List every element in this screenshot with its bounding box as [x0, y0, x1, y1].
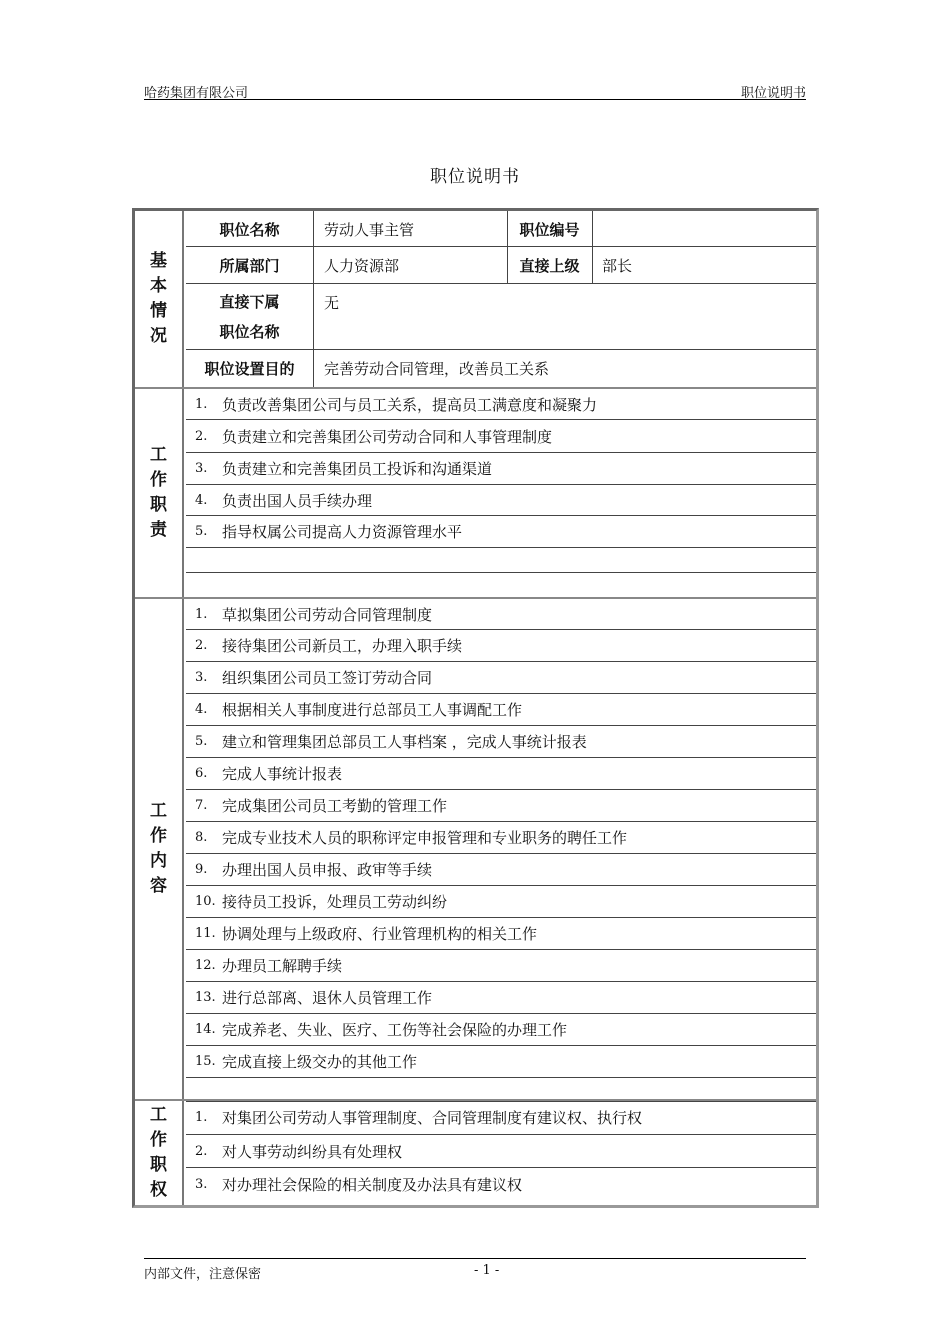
list-item — [186, 516, 816, 548]
item-number: 3. — [195, 1176, 208, 1192]
item-number: 7. — [195, 798, 208, 813]
list-item — [186, 662, 816, 694]
item-number: 3. — [195, 670, 208, 685]
list-item — [186, 726, 816, 758]
list-item — [186, 694, 816, 726]
header-company: 哈药集团有限公司 — [144, 86, 249, 101]
item-text: 完成直接上级交办的其他工作 — [222, 1053, 418, 1071]
item-text: 负责建立和完善集团员工投诉和沟通渠道 — [222, 460, 493, 478]
list-item — [186, 790, 816, 822]
list-item — [186, 1014, 816, 1046]
list-item — [186, 854, 816, 886]
item-number: 15. — [195, 1054, 216, 1069]
content-list — [186, 599, 816, 1099]
item-number: 14. — [195, 1022, 216, 1037]
footer-note: 内部文件，注意保密 — [144, 1267, 262, 1282]
item-text: 进行总部离、退休人员管理工作 — [222, 989, 433, 1007]
item-number: 5. — [195, 734, 208, 749]
item-text: 办理员工解聘手续 — [222, 957, 343, 975]
item-number: 2. — [195, 638, 208, 653]
list-item — [186, 599, 816, 630]
list-item — [186, 886, 816, 918]
item-text: 负责改善集团公司与员工关系，提高员工满意度和凝聚力 — [222, 395, 598, 414]
item-number: 2. — [195, 428, 208, 444]
list-item — [186, 1046, 816, 1078]
position-name-label: 职位名称 — [219, 220, 280, 239]
job-description-table — [132, 208, 819, 1208]
item-number: 3. — [195, 461, 208, 476]
item-number: 11. — [195, 926, 216, 941]
section-label-authority: 工 作 职 权 — [135, 1101, 184, 1205]
section-authority — [135, 1099, 816, 1205]
list-item — [186, 1168, 816, 1200]
item-text: 完成集团公司员工考勤的管理工作 — [222, 797, 448, 815]
authority-list — [186, 1101, 816, 1205]
list-item — [186, 758, 816, 790]
item-text: 草拟集团公司劳动合同管理制度 — [222, 605, 433, 624]
section-label-content: 工 作 内 容 — [135, 599, 184, 1099]
item-text: 完成人事统计报表 — [222, 765, 343, 783]
item-number: 5. — [195, 524, 208, 539]
position-name-value: 劳动人事主管 — [324, 220, 415, 239]
header-doc-type: 职位说明书 — [740, 86, 806, 101]
item-text: 建立和管理集团总部员工人事档案 ，完成人事统计报表 — [222, 733, 587, 751]
list-item — [186, 573, 816, 599]
list-item — [186, 918, 816, 950]
item-number: 12. — [195, 958, 216, 973]
item-number: 2. — [195, 1143, 208, 1159]
item-text: 组织集团公司员工签订劳动合同 — [222, 669, 433, 687]
list-item — [186, 420, 816, 453]
superior-value: 部长 — [602, 257, 633, 275]
item-text: 对集团公司劳动人事管理制度、合同管理制度有建议权、执行权 — [222, 1109, 643, 1127]
list-item — [186, 822, 816, 854]
item-text: 根据相关人事制度进行总部员工人事调配工作 — [222, 701, 523, 719]
list-item — [186, 548, 816, 573]
item-text: 完成养老、失业、医疗、工伤等社会保险的办理工作 — [222, 1021, 568, 1039]
purpose-label: 职位设置目的 — [204, 360, 295, 378]
item-text: 对人事劳动纠纷具有处理权 — [222, 1142, 403, 1161]
item-number: 1. — [195, 1110, 208, 1125]
item-number: 4. — [195, 702, 208, 717]
duties-list — [186, 389, 816, 597]
section-label-basic: 基 本 情 况 — [135, 211, 184, 387]
subordinate-label: 直接下属 职位名称 — [219, 292, 280, 341]
item-text: 负责建立和完善集团公司劳动合同和人事管理制度 — [222, 427, 553, 446]
dept-label: 所属部门 — [219, 257, 280, 275]
page-number: - 1 - — [474, 1263, 500, 1278]
item-number: 4. — [195, 492, 208, 508]
dept-value: 人力资源部 — [324, 257, 400, 275]
item-number: 1. — [195, 606, 208, 622]
position-no-label: 职位编号 — [519, 220, 580, 239]
item-text: 负责出国人员手续办理 — [222, 491, 373, 510]
item-text: 指导权属公司提高人力资源管理水平 — [222, 523, 463, 541]
list-item — [186, 389, 816, 420]
list-item — [186, 950, 816, 982]
item-text: 接待员工投诉，处理员工劳动纠纷 — [222, 893, 448, 911]
list-item — [186, 453, 816, 485]
item-text: 完成专业技术人员的职称评定申报管理和专业职务的聘任工作 — [222, 829, 628, 847]
item-number: 6. — [195, 766, 208, 781]
subordinate-value: 无 — [324, 293, 340, 312]
item-text: 接待集团公司新员工，办理入职手续 — [222, 637, 463, 655]
list-item — [186, 485, 816, 516]
list-item — [186, 1135, 816, 1168]
list-item — [186, 982, 816, 1014]
section-work-content — [135, 597, 816, 1099]
item-text: 办理出国人员申报、政审等手续 — [222, 861, 433, 879]
page-header — [144, 82, 806, 100]
section-basic-info — [135, 211, 816, 387]
item-number: 1. — [195, 396, 208, 412]
item-number: 9. — [195, 862, 208, 877]
item-number: 13. — [195, 990, 216, 1005]
section-duties — [135, 387, 816, 597]
item-text: 协调处理与上级政府、行业管理机构的相关工作 — [222, 925, 538, 943]
document-title: 职位说明书 — [430, 167, 520, 187]
list-item — [186, 630, 816, 662]
superior-label: 直接上级 — [519, 257, 580, 275]
item-text: 对办理社会保险的相关制度及办法具有建议权 — [222, 1175, 523, 1194]
item-number: 8. — [195, 830, 208, 845]
item-number: 10. — [195, 894, 216, 909]
list-item — [186, 1101, 816, 1135]
purpose-value: 完善劳动合同管理，改善员工关系 — [324, 360, 550, 378]
section-label-duties: 工 作 职 责 — [135, 389, 184, 597]
page-footer — [144, 1258, 806, 1288]
